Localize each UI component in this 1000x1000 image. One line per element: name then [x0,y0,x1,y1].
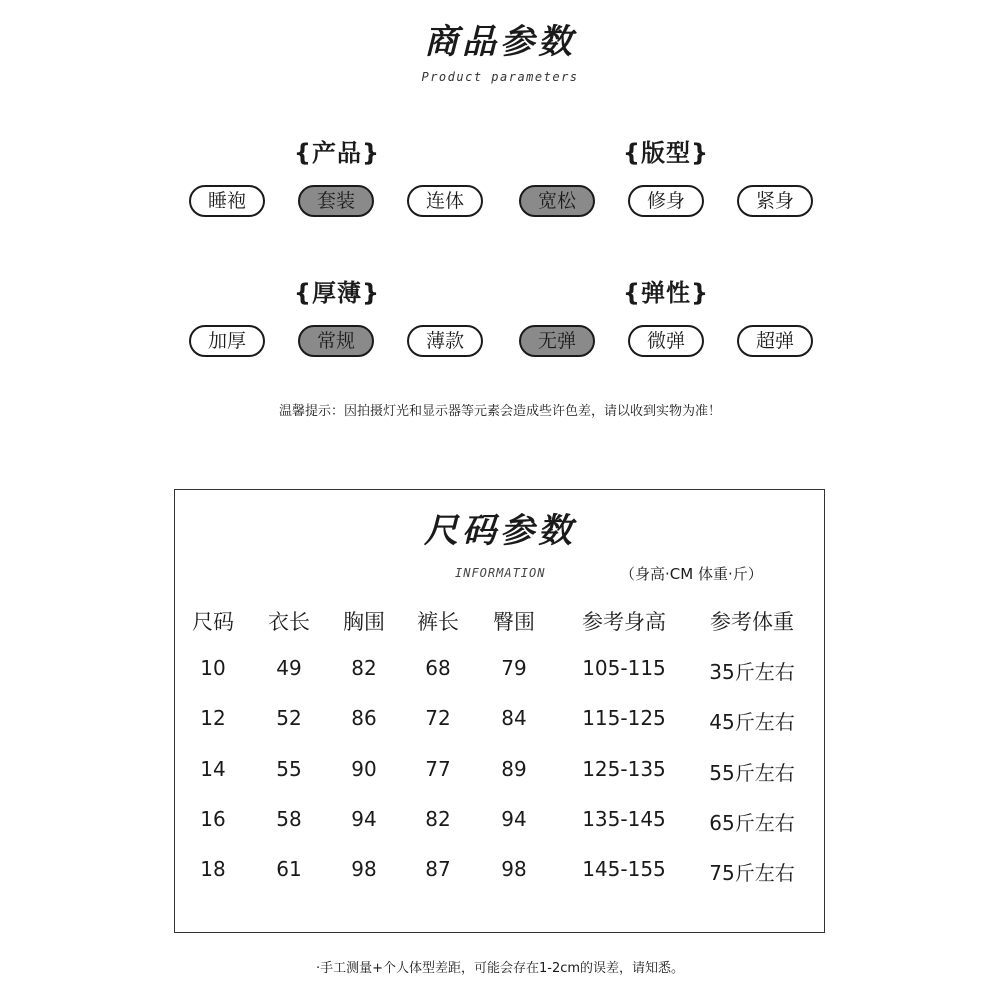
table-cell-chest: 94 [351,807,377,831]
table-cell-ref-height: 115-125 [582,706,666,730]
table-cell-chest: 98 [351,857,377,881]
column-header-hip: 臀围 [493,610,535,634]
fit-heading: {版型} [622,139,710,167]
product-option-set: 套装 [298,185,374,217]
table-cell-ref-weight: 65斤左右 [709,811,795,835]
fit-option-tight: 紧身 [737,185,813,217]
table-cell-pants-length: 68 [425,656,451,680]
table-cell-pants-length: 72 [425,706,451,730]
table-cell-chest: 82 [351,656,377,680]
page-subtitle: Product parameters [421,70,579,84]
size-table-title: 尺码参数 [424,511,576,551]
column-header-ref-weight: 参考体重 [710,610,794,634]
elasticity-option-super: 超弹 [737,325,813,357]
column-header-pants-length: 裤长 [417,610,459,634]
table-cell-ref-height: 105-115 [582,656,666,680]
table-cell-size: 18 [200,857,226,881]
table-cell-size: 10 [200,656,226,680]
thickness-heading: {厚薄} [293,279,381,307]
table-cell-ref-height: 145-155 [582,857,666,881]
fit-option-slim: 修身 [628,185,704,217]
page-title: 商品参数 [424,22,576,62]
table-cell-pants-length: 77 [425,757,451,781]
table-cell-ref-height: 125-135 [582,757,666,781]
table-cell-hip: 89 [501,757,527,781]
table-cell-ref-weight: 35斤左右 [709,660,795,684]
table-cell-length: 55 [276,757,302,781]
measurement-footnote: ·手工测量+个人体型差距，可能会存在1-2cm的误差，请知悉。 [315,961,685,976]
thickness-option-regular: 常规 [298,325,374,357]
table-cell-hip: 94 [501,807,527,831]
product-heading: {产品} [293,139,381,167]
color-difference-tip: 温馨提示：因拍摄灯光和显示器等元素会造成些许色差，请以收到实物为准！ [278,404,721,419]
table-cell-length: 58 [276,807,302,831]
column-header-ref-height: 参考身高 [582,610,666,634]
product-option-onesie: 连体 [407,185,483,217]
elasticity-option-slight: 微弹 [628,325,704,357]
elasticity-heading: {弹性} [622,279,710,307]
table-cell-ref-weight: 45斤左右 [709,710,795,734]
table-cell-chest: 86 [351,706,377,730]
table-cell-ref-weight: 55斤左右 [709,761,795,785]
elasticity-option-none: 无弹 [519,325,595,357]
table-cell-ref-weight: 75斤左右 [709,861,795,885]
table-cell-pants-length: 82 [425,807,451,831]
table-cell-hip: 84 [501,706,527,730]
column-header-length: 衣长 [268,610,310,634]
fit-option-loose: 宽松 [519,185,595,217]
product-option-nightgown: 睡袍 [189,185,265,217]
unit-note: （身高·CM 体重·斤） [620,565,763,583]
column-header-chest: 胸围 [343,610,385,634]
thickness-option-thick: 加厚 [189,325,265,357]
table-cell-size: 12 [200,706,226,730]
table-cell-hip: 79 [501,656,527,680]
table-cell-ref-height: 135-145 [582,807,666,831]
table-cell-length: 49 [276,656,302,680]
table-cell-hip: 98 [501,857,527,881]
table-cell-size: 14 [200,757,226,781]
information-label: INFORMATION [455,566,546,580]
table-cell-chest: 90 [351,757,377,781]
table-cell-pants-length: 87 [425,857,451,881]
column-header-size: 尺码 [192,610,234,634]
table-cell-length: 52 [276,706,302,730]
table-cell-size: 16 [200,807,226,831]
thickness-option-thin: 薄款 [407,325,483,357]
table-cell-length: 61 [276,857,302,881]
